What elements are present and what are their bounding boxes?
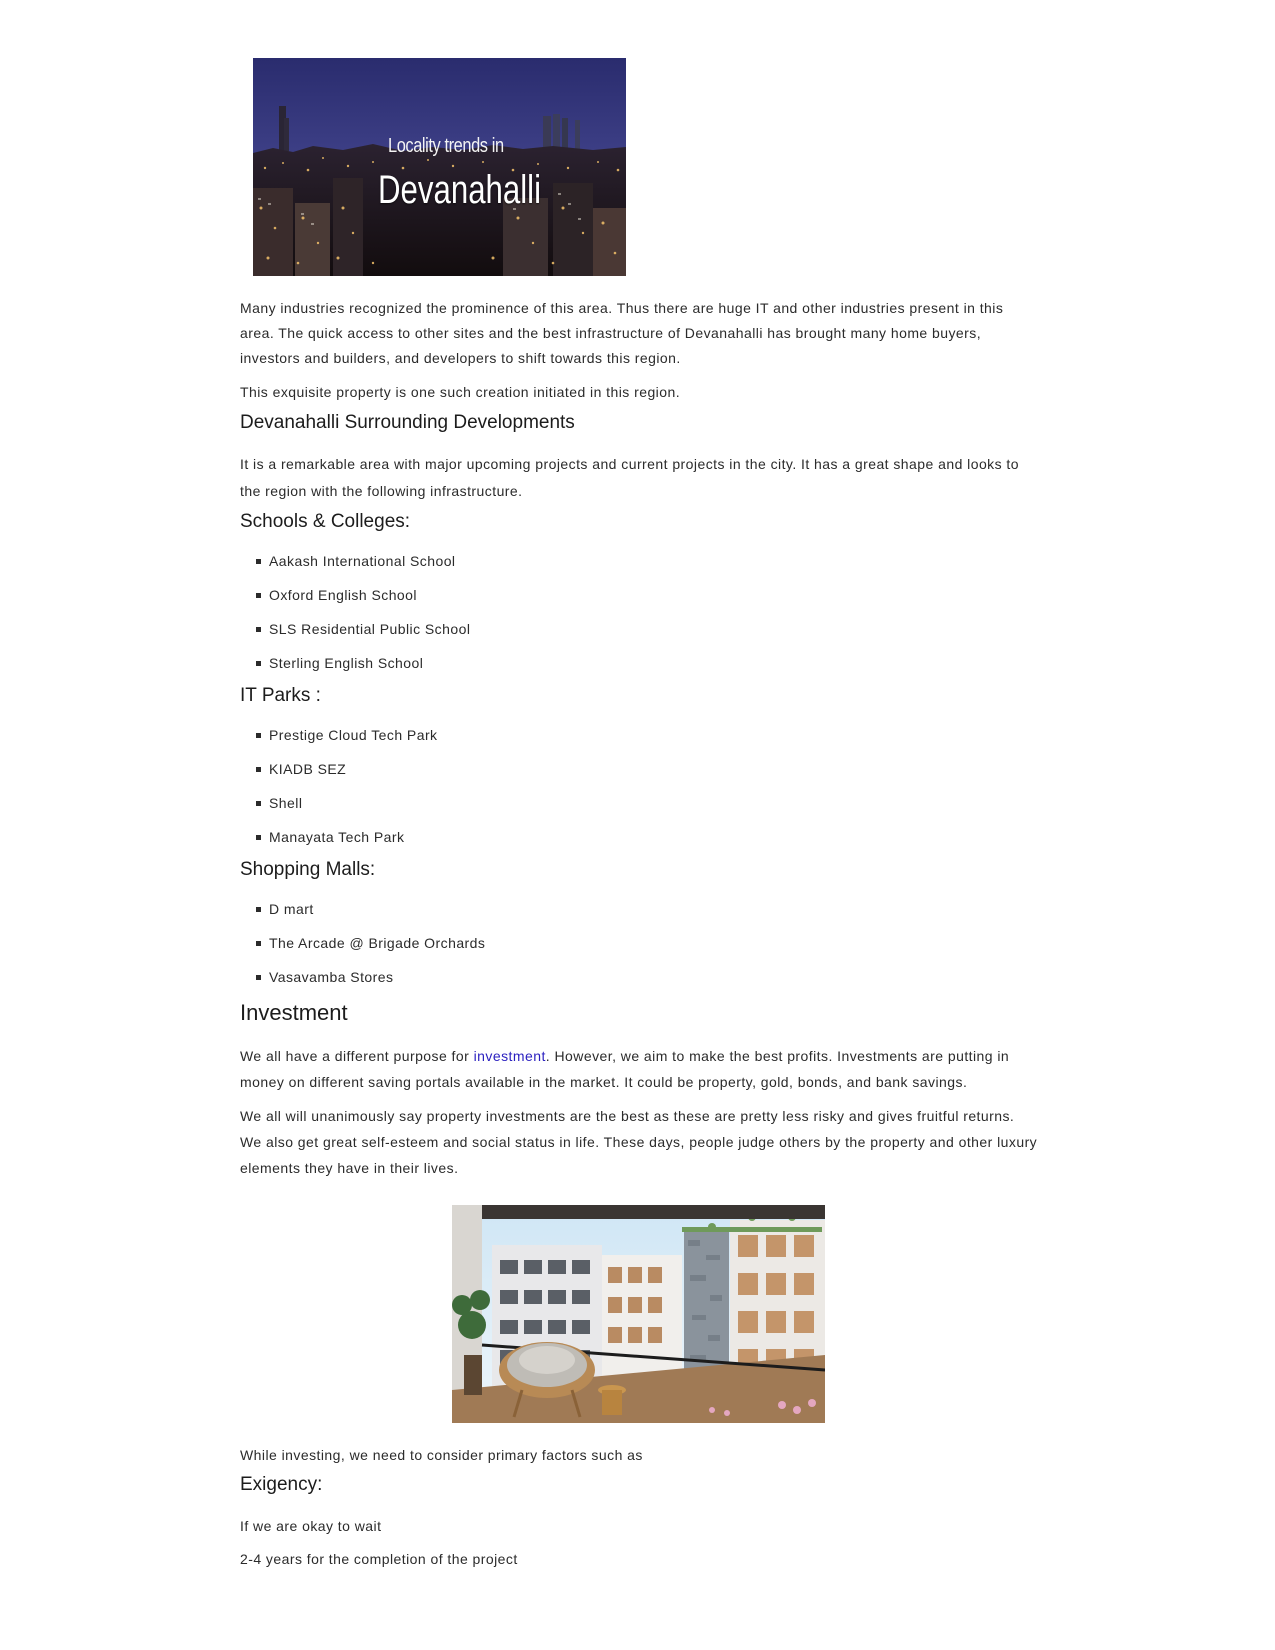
apartment-graphic xyxy=(452,1205,825,1423)
malls-list xyxy=(256,901,485,1003)
exigency-heading: Exigency: xyxy=(240,1474,323,1495)
investment-paragraph-3: While investing, we need to consider primary factors such as xyxy=(240,1447,643,1463)
investment-paragraph-2: We all will unanimously say property investments are the best as these are pretty less risky and gives fruitful returns. We also get great self-esteem and social status in life. These days, people judge others by the property and other luxury elements they have in their lives. xyxy=(240,1108,1038,1176)
hero-caption-small: Locality trends in xyxy=(388,135,504,157)
hero-image xyxy=(253,58,626,276)
surrounding-paragraph: It is a remarkable area with major upcoming projects and current projects in the city. It has a great shape and looks to the region with the following infrastructure. xyxy=(240,456,1019,499)
investment-heading: Investment xyxy=(240,1000,348,1025)
exigency-paragraph-2: 2-4 years for the completion of the project xyxy=(240,1551,518,1567)
list-item: Prestige Cloud Tech Park xyxy=(256,727,438,761)
investment-text-after: . However, we aim to make the best profits. Investments are putting in money on different saving portals available in the market. It could be property, gold, bonds, and bank savings. xyxy=(240,1048,1010,1090)
hero-caption-big: Devanahalli xyxy=(378,168,542,212)
intro-paragraph-1: Many industries recognized the prominence of this area. Thus there are huge IT and other industries present in this area. The quick access to other sites and the best infrastructure of Devanahalli has brought many home buyers, investors and builders, and developers to shift towards this region. xyxy=(240,300,1004,366)
intro-paragraph-2: This exquisite property is one such creation initiated in this region. xyxy=(240,384,681,400)
list-item: Manayata Tech Park xyxy=(256,829,438,863)
cityscape-graphic xyxy=(253,58,626,276)
list-item: Aakash International School xyxy=(256,553,470,587)
schools-list xyxy=(256,553,470,689)
it-parks-list xyxy=(256,727,438,863)
malls-heading: Shopping Malls: xyxy=(240,859,376,880)
list-item: KIADB SEZ xyxy=(256,761,438,795)
list-item: D mart xyxy=(256,901,485,935)
schools-heading: Schools & Colleges: xyxy=(240,511,411,532)
list-item: Shell xyxy=(256,795,438,829)
investment-link[interactable]: investment xyxy=(473,1048,546,1064)
list-item: Sterling English School xyxy=(256,655,470,689)
list-item: SLS Residential Public School xyxy=(256,621,470,655)
list-item: The Arcade @ Brigade Orchards xyxy=(256,935,485,969)
surrounding-heading: Devanahalli Surrounding Developments xyxy=(240,412,575,433)
it-parks-heading: IT Parks : xyxy=(240,685,321,706)
list-item: Oxford English School xyxy=(256,587,470,621)
investment-text-before: We all have a different purpose for xyxy=(240,1048,474,1064)
apartment-balcony-image xyxy=(452,1205,825,1423)
list-item: Vasavamba Stores xyxy=(256,969,485,1003)
exigency-paragraph-1: If we are okay to wait xyxy=(240,1518,382,1534)
investment-paragraph-1 xyxy=(240,1043,1040,1095)
